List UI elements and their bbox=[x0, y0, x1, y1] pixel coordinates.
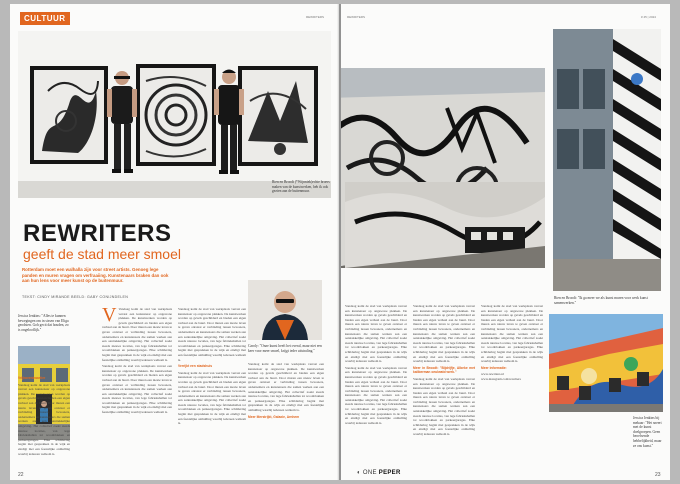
article-byline: TEKST: CINDY MIRANDE BEELD: GABY CONIJNDELEN bbox=[22, 295, 129, 299]
column-3-text: Vandaag komt de stad van werkplaats verrast een kunstenaar op ongewone plekken. De kunstwerken worden op gevels geschilderd en bieden een eigen verhaal aan de buurt. Door muren een nieuw leven te geven ontstaat er verbinding tussen bewoners, ondernemers en kunstenaars die samen werken aan een aantrekkelijke omgeving. Het collectief zoekt steeds nieuwe locaties, van lege fabriekshallen tot woonblokken en parkeergarages. Elke schildering begint met gesprekken in de wijk en eindigt met een feestelijke onthulling waarbij iedereen welkom is. bbox=[178, 307, 246, 362]
running-header-right: # 45 | 2024 bbox=[641, 15, 656, 19]
column-4-subhead: Meer Merstrijkt, Galaxie, Arnhem bbox=[248, 414, 300, 419]
colorful-mural-caption: Jessica Jenkins bij mekaar: "Het sneert met de kunst doelgroepen. Geen beoefsende hebbelijkheid, maar ze ons kunst." bbox=[633, 416, 662, 448]
gallery-photo-caption: Rien en Broodt (*Wijnniek)echte broers maken van de kunstwerken, heb ik ook gezien aan de buitenmuur. bbox=[272, 180, 330, 194]
right-column-2-text: Vandaag komt de stad van werkplaats verrast een kunstenaar op ongewone plekken. De kunstwerken worden op gevels geschilderd en bieden een eigen verhaal aan de buurt. Door muren een nieuw leven te geven ontstaat er verbinding tussen bewoners, ondernemers en kunstenaars die samen werken aan een aantrekkelijke omgeving. Het collectief zoekt steeds nieuwe locaties, van lege fabriekshallen tot woonblokken en parkeergarages. Elke schildering begint met gesprekken in de wijk en eindigt met een feestelijke onthulling waarbij iedereen welkom is. bbox=[413, 304, 475, 364]
article-subtitle: geeft de stad meer smoel bbox=[23, 246, 181, 262]
gallery-photo bbox=[18, 31, 331, 198]
portrait-caption: Caroly: "Onze kunst heeft het overal, maar niet een keer voor meer smoel, krijgt ieder uitstraling." bbox=[248, 344, 322, 353]
mural-wall-lower-photo bbox=[345, 182, 545, 268]
footer-logo: ◐ ONE PEPER bbox=[357, 470, 401, 476]
right-column-1-text: Vandaag komt de stad van werkplaats verrast een kunstenaar op ongewone plekken. De kunstwerken worden op gevels geschilderd en bieden een eigen verhaal aan de buurt. Door muren een nieuw leven te geven ontstaat er verbinding tussen bewoners, ondernemers en kunstenaars die samen werken aan een aantrekkelijke omgeving. Het collectief zoekt steeds nieuwe locaties, van lege fabriekshallen tot woonblokken en parkeergarages. Elke schildering begint met gesprekken in de wijk en eindigt met een feestelijke onthulling waarbij iedereen welkom is. bbox=[345, 304, 407, 364]
column-1-text: Vandaag komt de stad van werkplaats verrast een kunstenaar op ongewone plekken. De kunstwerken worden op gevels geschilderd en bieden een eigen verhaal aan de buurt. Door muren een nieuw leven te geven ontstaat er verbinding tussen bewoners, ondernemers en kunstenaars die samen werken aan een aantrekkelijke omgeving. Het collectief zoekt steeds nieuwe locaties, van lege fabriekshallen tot woonblokken en parkeergarages. Elke schildering begint met gesprekken in de wijk en eindigt met een feestelijke onthulling waarbij iedereen welkom is. bbox=[18, 382, 70, 456]
yellow-building-caption: Jessica Jenkins: "Alles te kunnen bewegingen om in sissen van Eliga geodsten. Goh gecit dat houden, zo is ongelooflijk." bbox=[18, 314, 69, 332]
body-column-1 bbox=[18, 376, 70, 458]
page-number-right: 23 bbox=[655, 472, 661, 478]
article-title: REWRITERS bbox=[23, 220, 172, 247]
portrait-photo bbox=[248, 280, 322, 340]
body-column-2 bbox=[102, 307, 172, 457]
colorful-mural-photo bbox=[549, 314, 663, 412]
right-column-1-text-b: Vandaag komt de stad van werkplaats verrast een kunstenaar op ongewone plekken. De kunstwerken worden op gevels geschilderd en bieden een eigen verhaal aan de buurt. Door muren een nieuw leven te geven ontstaat er verbinding tussen bewoners, ondernemers en kunstenaars die samen werken aan een aantrekkelijke omgeving. Het collectief zoekt steeds nieuwe locaties, van lege fabriekshallen tot woonblokken en parkeergarages. Elke schildering begint met gesprekken in de wijk en eindigt met een feestelijke onthulling waarbij iedereen welkom is. bbox=[345, 365, 407, 425]
info-links: www.rewriters.nl www.instagram.com/rewriters bbox=[481, 372, 521, 381]
drop-cap: V bbox=[102, 307, 117, 326]
column-2-text: Vandaag komt de stad van werkplaats verrast een kunstenaar op ongewone plekken. De kunstwerken worden op gevels geschilderd en bieden een eigen verhaal aan de buurt. Door muren een nieuw leven te geven ontstaat er verbinding tussen bewoners, ondernemers en kunstenaars die samen werken aan een aantrekkelijke omgeving. Het collectief zoekt steeds nieuwe locaties, van lege fabriekshallen tot woonblokken en parkeergarages. Elke schildering begint met gesprekken in de wijk en eindigt met een feestelijke onthulling waarbij iedereen welkom is. bbox=[102, 307, 172, 362]
page-number-left: 22 bbox=[18, 472, 24, 478]
right-body-column-1 bbox=[345, 304, 407, 464]
footer-brand-b: PEPER bbox=[378, 470, 401, 476]
right-body-column-2 bbox=[413, 304, 475, 464]
gallery-photo-art bbox=[18, 31, 331, 198]
right-column-3-text: Vandaag komt de stad van werkplaats verrast een kunstenaar op ongewone plekken. De kunstwerken worden op gevels geschilderd en bieden een eigen verhaal aan de buurt. Door muren een nieuw leven te geven ontstaat er verbinding tussen bewoners, ondernemers en kunstenaars die samen werken aan een aantrekkelijke omgeving. Het collectief zoekt steeds nieuwe locaties, van lege fabriekshallen tot woonblokken en parkeergarages. Elke schildering begint met gesprekken in de wijk en eindigt met een feestelijke onthulling waarbij iedereen welkom is. bbox=[481, 304, 543, 364]
running-header-left-right-page: REWRITERS bbox=[347, 15, 365, 19]
column-4-text: Vandaag komt de stad van werkplaats verrast een kunstenaar op ongewone plekken. De kunstwerken worden op gevels geschilderd en bieden een eigen verhaal aan de buurt. Door muren een nieuw leven te geven ontstaat er verbinding tussen bewoners, ondernemers en kunstenaars die samen werken aan een aantrekkelijke omgeving. Het collectief zoekt steeds nieuwe locaties, van lege fabriekshallen tot woonblokken en parkeergarages. Elke schildering begint met gesprekken in de wijk en eindigt met een feestelijke onthulling waarbij iedereen welkom is. bbox=[248, 362, 324, 412]
info-heading: Meer informatie: bbox=[481, 365, 507, 370]
running-header-left: REWRITERS bbox=[306, 15, 324, 19]
body-column-3 bbox=[178, 307, 246, 457]
right-body-column-3 bbox=[481, 304, 543, 464]
colorful-mural-art bbox=[549, 314, 663, 412]
right-page bbox=[341, 4, 670, 480]
article-intro: Rotterdam moet een walhalla zijn voor street artists. Genoeg lege panden en muren vragen om verfraaiing. Kunstenaars braken dan ook aan hun lens voor meer kunst op de buitenmuur. bbox=[22, 267, 169, 284]
column-3-text-b: Vandaag komt de stad van werkplaats verrast een kunstenaar op ongewone plekken. De kunstwerken worden op gevels geschilderd en bieden een eigen verhaal aan de buurt. Door muren een nieuw leven te geven ontstaat er verbinding tussen bewoners, ondernemers en kunstenaars die samen werken aan een aantrekkelijke omgeving. Het collectief zoekt steeds nieuwe locaties, van lege fabriekshallen tot woonblokken en parkeergarages. Elke schildering begint met gesprekken in de wijk en eindigt met een feestelijke onthulling waarbij iedereen welkom is. bbox=[178, 370, 246, 426]
body-column-4 bbox=[248, 362, 324, 458]
striped-building-art bbox=[553, 29, 661, 291]
right-column-2-text-b: Vandaag komt de stad van werkplaats verrast een kunstenaar op ongewone plekken. De kunstwerken worden op gevels geschilderd en bieden een eigen verhaal aan de buurt. Door muren een nieuw leven te geven ontstaat er verbinding tussen bewoners, ondernemers en kunstenaars die samen werken aan een aantrekkelijke omgeving. Het collectief zoekt steeds nieuwe locaties, van lege fabriekshallen tot woonblokken en parkeergarages. Elke schildering begint met gesprekken in de wijk en eindigt met een feestelijke onthulling waarbij iedereen welkom is. bbox=[413, 376, 475, 437]
footer-brand-a: ONE bbox=[362, 470, 377, 476]
right-column-2-subhead: Meer in Broodt: "Bijdrijfje, Albeke met kaliberman oeulwatd werk." bbox=[413, 365, 475, 375]
column-3-subhead: Verrijkt een stadshuis bbox=[178, 364, 213, 369]
striped-building-caption: Rien en Broodt: "Ik ga meer we als kunst muren voor werk kunst samenwerken." bbox=[554, 296, 648, 305]
mural-wall-lower-art bbox=[345, 182, 545, 268]
portrait-photo-art bbox=[248, 280, 322, 340]
column-2-text-b: Vandaag komt de stad van werkplaats verrast een kunstenaar op ongewone plekken. De kunstwerken worden op gevels geschilderd en bieden een eigen verhaal aan de buurt. Door muren een nieuw leven te geven ontstaat er verbinding tussen bewoners, ondernemers en kunstenaars die samen werken aan een aantrekkelijke omgeving. Het collectief zoekt steeds nieuwe locaties, van lege fabriekshallen tot woonblokken en parkeergarages. Elke schildering begint met gesprekken in de wijk en eindigt met een feestelijke onthulling waarbij iedereen welkom is. bbox=[102, 364, 172, 415]
section-tag: CULTUUR bbox=[20, 12, 70, 25]
column-1-subhead: Vrijhavenkwartier bbox=[18, 376, 46, 380]
left-page bbox=[10, 4, 339, 480]
striped-building-photo bbox=[553, 29, 661, 291]
